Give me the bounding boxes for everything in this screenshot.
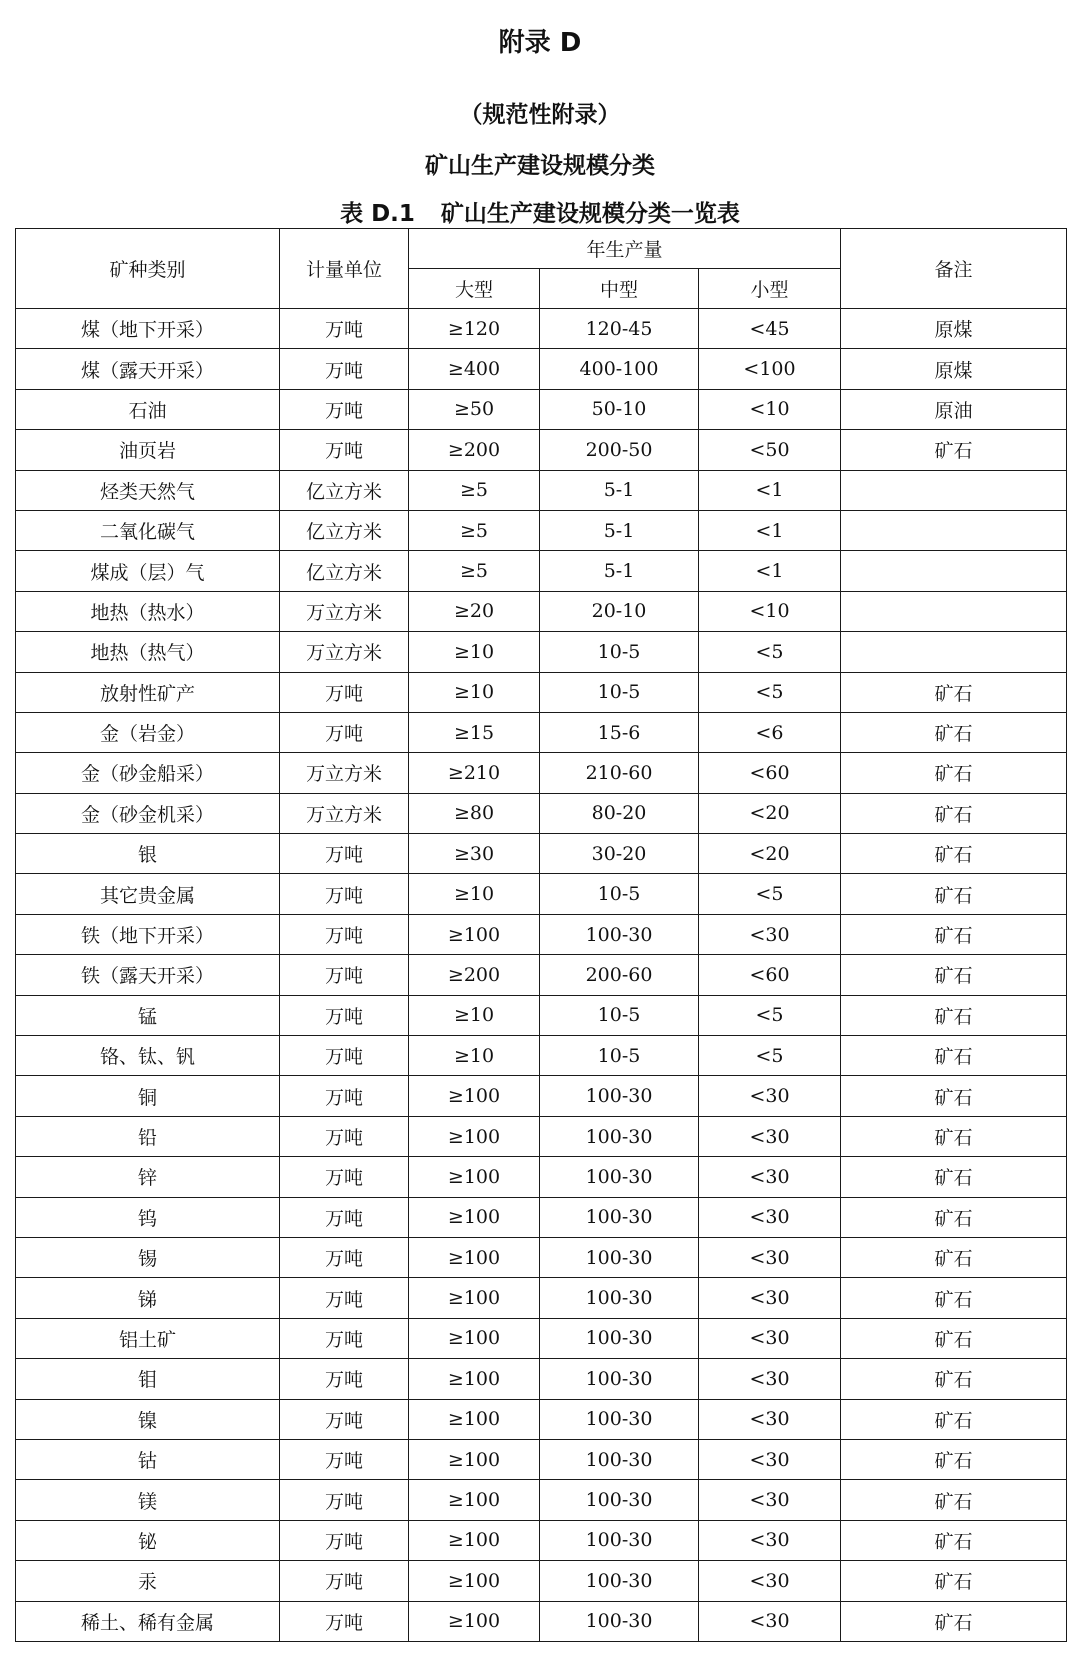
cell-unit: 万吨: [280, 955, 409, 995]
table-row: [16, 1278, 1067, 1318]
cell-unit: 万吨: [280, 1561, 409, 1601]
cell-remark: 矿石: [841, 1520, 1067, 1560]
cell-medium: 10-5: [540, 874, 699, 914]
cell-medium: 100-30: [540, 1561, 699, 1601]
cell-mineral: 钼: [16, 1359, 280, 1399]
cell-large: ≥400: [409, 349, 540, 389]
cell-mineral: 锡: [16, 1237, 280, 1277]
cell-medium: 5-1: [540, 510, 699, 550]
cell-medium: 100-30: [540, 1076, 699, 1116]
cell-remark: 矿石: [841, 1439, 1067, 1479]
cell-small: <30: [699, 1318, 841, 1358]
cell-medium: 10-5: [540, 1036, 699, 1076]
cell-mineral: 钴: [16, 1439, 280, 1479]
cell-remark: 矿石: [841, 793, 1067, 833]
table-row: [16, 1076, 1067, 1116]
cell-small: <1: [699, 470, 841, 510]
cell-small: <30: [699, 1601, 841, 1641]
cell-mineral: 锌: [16, 1157, 280, 1197]
cell-large: ≥80: [409, 793, 540, 833]
cell-large: ≥5: [409, 470, 540, 510]
table-row: [16, 309, 1067, 349]
cell-medium: 100-30: [540, 1116, 699, 1156]
cell-mineral: 稀土、稀有金属: [16, 1601, 280, 1641]
cell-remark: 矿石: [841, 1197, 1067, 1237]
cell-medium: 100-30: [540, 1399, 699, 1439]
cell-small: <1: [699, 551, 841, 591]
table-row: [16, 995, 1067, 1035]
header-annual-output: 年生产量: [409, 229, 841, 269]
cell-medium: 100-30: [540, 1318, 699, 1358]
table-row: [16, 793, 1067, 833]
cell-large: ≥5: [409, 510, 540, 550]
table-row: [16, 834, 1067, 874]
cell-mineral: 煤（露天开采）: [16, 349, 280, 389]
cell-mineral: 金（砂金机采）: [16, 793, 280, 833]
cell-unit: 万吨: [280, 430, 409, 470]
table-row: [16, 430, 1067, 470]
cell-large: ≥120: [409, 309, 540, 349]
cell-small: <30: [699, 1561, 841, 1601]
mine-scale-table: [15, 228, 1067, 1642]
cell-medium: 100-30: [540, 1157, 699, 1197]
cell-unit: 万吨: [280, 1520, 409, 1560]
cell-unit: 万吨: [280, 712, 409, 752]
table-row: [16, 1036, 1067, 1076]
table-row: [16, 874, 1067, 914]
cell-medium: 100-30: [540, 914, 699, 954]
cell-mineral: 钨: [16, 1197, 280, 1237]
cell-remark: 矿石: [841, 712, 1067, 752]
cell-small: <6: [699, 712, 841, 752]
cell-medium: 100-30: [540, 1237, 699, 1277]
cell-small: <50: [699, 430, 841, 470]
cell-large: ≥100: [409, 1439, 540, 1479]
table-row: [16, 1116, 1067, 1156]
cell-medium: 210-60: [540, 753, 699, 793]
table-row: [16, 672, 1067, 712]
cell-unit: 万立方米: [280, 793, 409, 833]
cell-unit: 万吨: [280, 995, 409, 1035]
cell-large: ≥100: [409, 1561, 540, 1601]
cell-mineral: 煤成（层）气: [16, 551, 280, 591]
cell-medium: 100-30: [540, 1520, 699, 1560]
table-row: [16, 1318, 1067, 1358]
cell-remark: 矿石: [841, 1480, 1067, 1520]
cell-mineral: 铬、钛、钒: [16, 1036, 280, 1076]
cell-mineral: 锰: [16, 995, 280, 1035]
cell-remark: 矿石: [841, 672, 1067, 712]
cell-remark: [841, 591, 1067, 631]
cell-medium: 15-6: [540, 712, 699, 752]
table-row: [16, 1157, 1067, 1197]
cell-large: ≥10: [409, 874, 540, 914]
cell-mineral: 锑: [16, 1278, 280, 1318]
cell-large: ≥10: [409, 672, 540, 712]
cell-unit: 万吨: [280, 1197, 409, 1237]
header-mineral: 矿种类别: [16, 229, 280, 309]
cell-medium: 200-50: [540, 430, 699, 470]
cell-large: ≥100: [409, 1520, 540, 1560]
appendix-title: 附录 D: [498, 28, 582, 58]
cell-large: ≥10: [409, 632, 540, 672]
cell-mineral: 地热（热水）: [16, 591, 280, 631]
cell-mineral: 铅: [16, 1116, 280, 1156]
cell-medium: 120-45: [540, 309, 699, 349]
table-row: [16, 632, 1067, 672]
cell-unit: 万吨: [280, 309, 409, 349]
cell-remark: 矿石: [841, 1399, 1067, 1439]
cell-small: <30: [699, 1439, 841, 1479]
cell-medium: 5-1: [540, 470, 699, 510]
cell-small: <30: [699, 1359, 841, 1399]
table-row: [16, 1561, 1067, 1601]
cell-unit: 亿立方米: [280, 551, 409, 591]
cell-mineral: 镍: [16, 1399, 280, 1439]
cell-large: ≥30: [409, 834, 540, 874]
cell-medium: 10-5: [540, 632, 699, 672]
cell-medium: 10-5: [540, 672, 699, 712]
cell-small: <5: [699, 1036, 841, 1076]
cell-small: <1: [699, 510, 841, 550]
cell-small: <20: [699, 793, 841, 833]
cell-small: <10: [699, 591, 841, 631]
cell-large: ≥20: [409, 591, 540, 631]
cell-medium: 20-10: [540, 591, 699, 631]
cell-large: ≥10: [409, 1036, 540, 1076]
cell-unit: 万吨: [280, 1399, 409, 1439]
cell-large: ≥200: [409, 430, 540, 470]
cell-mineral: 金（岩金）: [16, 712, 280, 752]
cell-mineral: 银: [16, 834, 280, 874]
cell-small: <30: [699, 1197, 841, 1237]
cell-unit: 万吨: [280, 672, 409, 712]
table-row: [16, 1439, 1067, 1479]
cell-unit: 万立方米: [280, 591, 409, 631]
table-caption-text: 矿山生产建设规模分类一览表: [440, 201, 740, 227]
cell-remark: 矿石: [841, 1036, 1067, 1076]
cell-small: <30: [699, 1480, 841, 1520]
cell-unit: 万吨: [280, 1237, 409, 1277]
cell-unit: 万吨: [280, 389, 409, 429]
cell-unit: 万吨: [280, 1278, 409, 1318]
cell-mineral: 铝土矿: [16, 1318, 280, 1358]
cell-mineral: 铁（露天开采）: [16, 955, 280, 995]
cell-mineral: 油页岩: [16, 430, 280, 470]
table-row: [16, 591, 1067, 631]
cell-medium: 200-60: [540, 955, 699, 995]
table-row: [16, 510, 1067, 550]
table-row: [16, 753, 1067, 793]
table-row: [16, 1359, 1067, 1399]
table-row: [16, 1237, 1067, 1277]
cell-medium: 30-20: [540, 834, 699, 874]
header-remark: 备注: [841, 229, 1067, 309]
cell-small: <60: [699, 955, 841, 995]
cell-small: <5: [699, 874, 841, 914]
table-row: [16, 712, 1067, 752]
cell-remark: 矿石: [841, 1359, 1067, 1399]
section-title: 矿山生产建设规模分类: [425, 153, 655, 179]
cell-unit: 万吨: [280, 834, 409, 874]
table-row: [16, 914, 1067, 954]
cell-unit: 万吨: [280, 1076, 409, 1116]
cell-remark: 矿石: [841, 1278, 1067, 1318]
table-row: [16, 1520, 1067, 1560]
cell-unit: 万立方米: [280, 753, 409, 793]
cell-mineral: 放射性矿产: [16, 672, 280, 712]
table-row: [16, 349, 1067, 389]
cell-medium: 80-20: [540, 793, 699, 833]
cell-medium: 100-30: [540, 1359, 699, 1399]
cell-unit: 万吨: [280, 349, 409, 389]
cell-large: ≥100: [409, 1157, 540, 1197]
cell-remark: 矿石: [841, 874, 1067, 914]
cell-large: ≥100: [409, 1116, 540, 1156]
cell-small: <100: [699, 349, 841, 389]
cell-remark: [841, 551, 1067, 591]
cell-remark: [841, 632, 1067, 672]
table-row: [16, 470, 1067, 510]
table-row: [16, 1601, 1067, 1641]
cell-unit: 万立方米: [280, 632, 409, 672]
table-header-row: [16, 229, 1067, 269]
cell-unit: 万吨: [280, 1439, 409, 1479]
cell-remark: 矿石: [841, 753, 1067, 793]
cell-large: ≥100: [409, 1197, 540, 1237]
cell-remark: 矿石: [841, 1601, 1067, 1641]
cell-mineral: 铋: [16, 1520, 280, 1560]
cell-medium: 50-10: [540, 389, 699, 429]
cell-remark: 矿石: [841, 914, 1067, 954]
cell-large: ≥200: [409, 955, 540, 995]
cell-mineral: 汞: [16, 1561, 280, 1601]
cell-large: ≥100: [409, 1359, 540, 1399]
cell-medium: 100-30: [540, 1439, 699, 1479]
header-small: 小型: [699, 269, 841, 309]
table-row: [16, 955, 1067, 995]
cell-large: ≥10: [409, 995, 540, 1035]
cell-small: <5: [699, 672, 841, 712]
cell-unit: 万吨: [280, 1036, 409, 1076]
cell-small: <30: [699, 1399, 841, 1439]
table-row: [16, 389, 1067, 429]
cell-small: <20: [699, 834, 841, 874]
cell-large: ≥50: [409, 389, 540, 429]
cell-mineral: 铜: [16, 1076, 280, 1116]
header-large: 大型: [409, 269, 540, 309]
cell-unit: 万吨: [280, 1601, 409, 1641]
cell-large: ≥100: [409, 1399, 540, 1439]
table-body: [16, 309, 1067, 1642]
cell-large: ≥15: [409, 712, 540, 752]
cell-large: ≥100: [409, 1318, 540, 1358]
cell-mineral: 镁: [16, 1480, 280, 1520]
cell-mineral: 铁（地下开采）: [16, 914, 280, 954]
cell-medium: 100-30: [540, 1197, 699, 1237]
cell-small: <5: [699, 632, 841, 672]
cell-mineral: 二氧化碳气: [16, 510, 280, 550]
cell-medium: 10-5: [540, 995, 699, 1035]
cell-large: ≥100: [409, 1601, 540, 1641]
cell-medium: 100-30: [540, 1278, 699, 1318]
cell-medium: 100-30: [540, 1480, 699, 1520]
cell-large: ≥5: [409, 551, 540, 591]
cell-remark: 矿石: [841, 955, 1067, 995]
header-medium: 中型: [540, 269, 699, 309]
cell-unit: 亿立方米: [280, 470, 409, 510]
cell-unit: 亿立方米: [280, 510, 409, 550]
cell-remark: 矿石: [841, 430, 1067, 470]
cell-unit: 万吨: [280, 1359, 409, 1399]
cell-mineral: 石油: [16, 389, 280, 429]
cell-small: <60: [699, 753, 841, 793]
cell-unit: 万吨: [280, 1318, 409, 1358]
cell-remark: 矿石: [841, 1318, 1067, 1358]
cell-mineral: 地热（热气）: [16, 632, 280, 672]
table-row: [16, 1399, 1067, 1439]
cell-small: <30: [699, 1076, 841, 1116]
cell-large: ≥100: [409, 1480, 540, 1520]
table-row: [16, 551, 1067, 591]
cell-large: ≥100: [409, 914, 540, 954]
cell-remark: 矿石: [841, 834, 1067, 874]
cell-large: ≥100: [409, 1237, 540, 1277]
cell-remark: [841, 510, 1067, 550]
cell-large: ≥100: [409, 1076, 540, 1116]
cell-medium: 100-30: [540, 1601, 699, 1641]
cell-remark: 原油: [841, 389, 1067, 429]
cell-large: ≥100: [409, 1278, 540, 1318]
table-caption: [0, 195, 1080, 228]
cell-remark: 矿石: [841, 1157, 1067, 1197]
cell-remark: 原煤: [841, 349, 1067, 389]
cell-remark: 矿石: [841, 1237, 1067, 1277]
cell-unit: 万吨: [280, 1116, 409, 1156]
cell-small: <30: [699, 1237, 841, 1277]
cell-small: <45: [699, 309, 841, 349]
cell-small: <30: [699, 1520, 841, 1560]
cell-remark: 原煤: [841, 309, 1067, 349]
cell-unit: 万吨: [280, 874, 409, 914]
table-row: [16, 1197, 1067, 1237]
cell-small: <5: [699, 995, 841, 1035]
cell-remark: 矿石: [841, 995, 1067, 1035]
cell-mineral: 其它贵金属: [16, 874, 280, 914]
header-unit: 计量单位: [280, 229, 409, 309]
cell-unit: 万吨: [280, 914, 409, 954]
cell-small: <30: [699, 1116, 841, 1156]
cell-unit: 万吨: [280, 1157, 409, 1197]
cell-mineral: 金（砂金船采）: [16, 753, 280, 793]
cell-remark: 矿石: [841, 1116, 1067, 1156]
cell-large: ≥210: [409, 753, 540, 793]
table-row: [16, 1480, 1067, 1520]
cell-small: <30: [699, 1157, 841, 1197]
cell-medium: 400-100: [540, 349, 699, 389]
table-caption-number: 表 D.1: [340, 201, 415, 227]
cell-small: <10: [699, 389, 841, 429]
cell-small: <30: [699, 1278, 841, 1318]
cell-mineral: 煤（地下开采）: [16, 309, 280, 349]
cell-small: <30: [699, 914, 841, 954]
cell-unit: 万吨: [280, 1480, 409, 1520]
appendix-subtitle: （规范性附录）: [459, 102, 621, 128]
cell-remark: [841, 470, 1067, 510]
cell-mineral: 烃类天然气: [16, 470, 280, 510]
cell-medium: 5-1: [540, 551, 699, 591]
cell-remark: 矿石: [841, 1561, 1067, 1601]
cell-remark: 矿石: [841, 1076, 1067, 1116]
